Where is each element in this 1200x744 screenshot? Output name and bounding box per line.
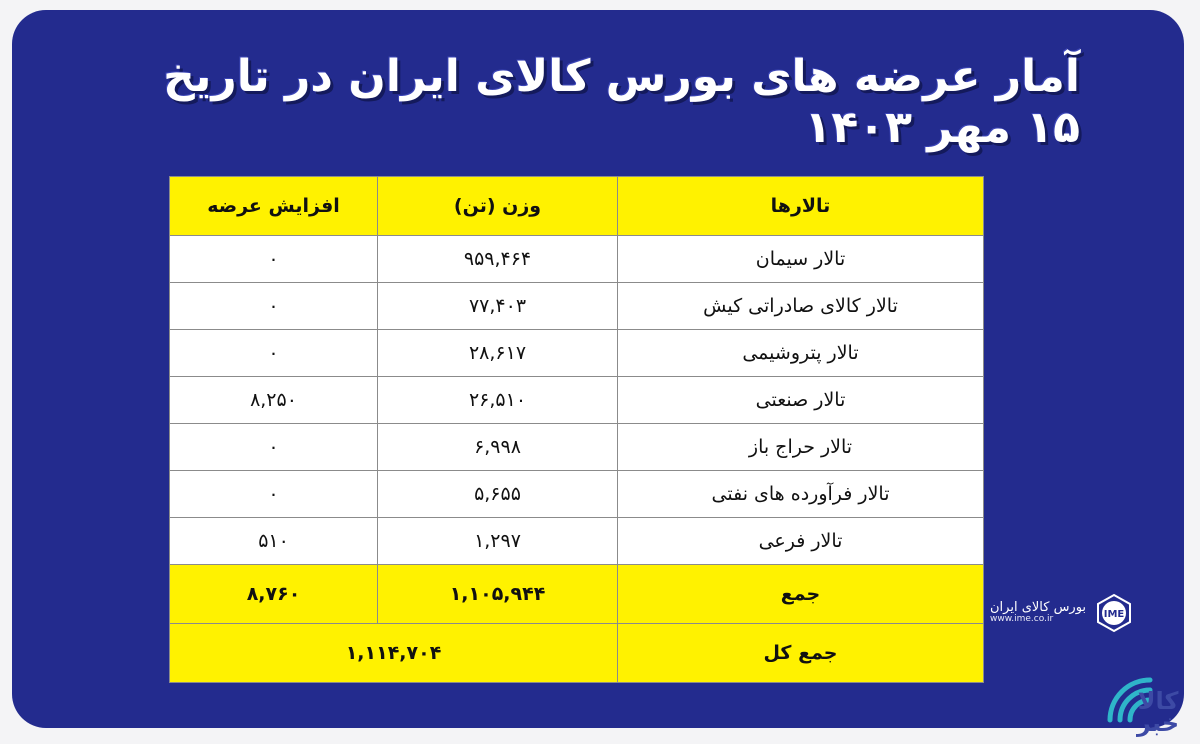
hall-name: تالار کالای صادراتی کیش [618,283,984,330]
header-supply-increase: افزایش عرضه [170,177,378,236]
hall-name: تالار صنعتی [618,377,984,424]
hall-weight: ۱,۲۹۷ [378,518,618,565]
grand-total-row [170,624,984,683]
hall-name: تالار سیمان [618,236,984,283]
hall-weight: ۹۵۹,۴۶۴ [378,236,618,283]
table-row [170,283,984,330]
supply-stats-table [169,176,984,683]
table-row [170,236,984,283]
grand-total-value: ۱,۱۱۴,۷۰۴ [170,624,618,683]
hall-increase: ۵۱۰ [170,518,378,565]
hall-weight: ۲۶,۵۱۰ [378,377,618,424]
badge-text: IME [1103,609,1125,620]
ime-logo [990,592,1140,634]
table-row [170,377,984,424]
hall-increase: ۰ [170,283,378,330]
sum-row [170,565,984,624]
ime-badge-icon [1094,593,1134,633]
header-halls: تالارها [618,177,984,236]
sum-weight: ۱,۱۰۵,۹۴۴ [378,565,618,624]
hall-name: تالار پتروشیمی [618,330,984,377]
grand-total-label: جمع کل [618,624,984,683]
hall-name: تالار حراج باز [618,424,984,471]
hall-increase: ۰ [170,424,378,471]
hall-increase: ۰ [170,236,378,283]
hall-increase: ۸,۲۵۰ [170,377,378,424]
sum-increase: ۸,۷۶۰ [170,565,378,624]
page-title: آمار عرضه های بورس کالای ایران در تاریخ ۱۵ مهر ۱۴۰۳ [163,51,1080,153]
header-weight: وزن (تن) [378,177,618,236]
hall-increase: ۰ [170,471,378,518]
hall-name: تالار فرعی [618,518,984,565]
corner-brand-logo: کالا خبر [1136,687,1180,737]
hall-weight: ۲۸,۶۱۷ [378,330,618,377]
logo-url: www.ime.co.ir [990,614,1054,625]
sum-label: جمع [618,565,984,624]
table-row [170,330,984,377]
hall-increase: ۰ [170,330,378,377]
table-row [170,424,984,471]
hall-weight: ۷۷,۴۰۳ [378,283,618,330]
logo-text [990,601,1086,625]
hall-weight: ۵,۶۵۵ [378,471,618,518]
hall-weight: ۶,۹۹۸ [378,424,618,471]
logo-name: بورس کالای ایران [990,599,1087,615]
table-header-row [170,177,984,236]
table-row [170,518,984,565]
hall-name: تالار فرآورده های نفتی [618,471,984,518]
table-row [170,471,984,518]
